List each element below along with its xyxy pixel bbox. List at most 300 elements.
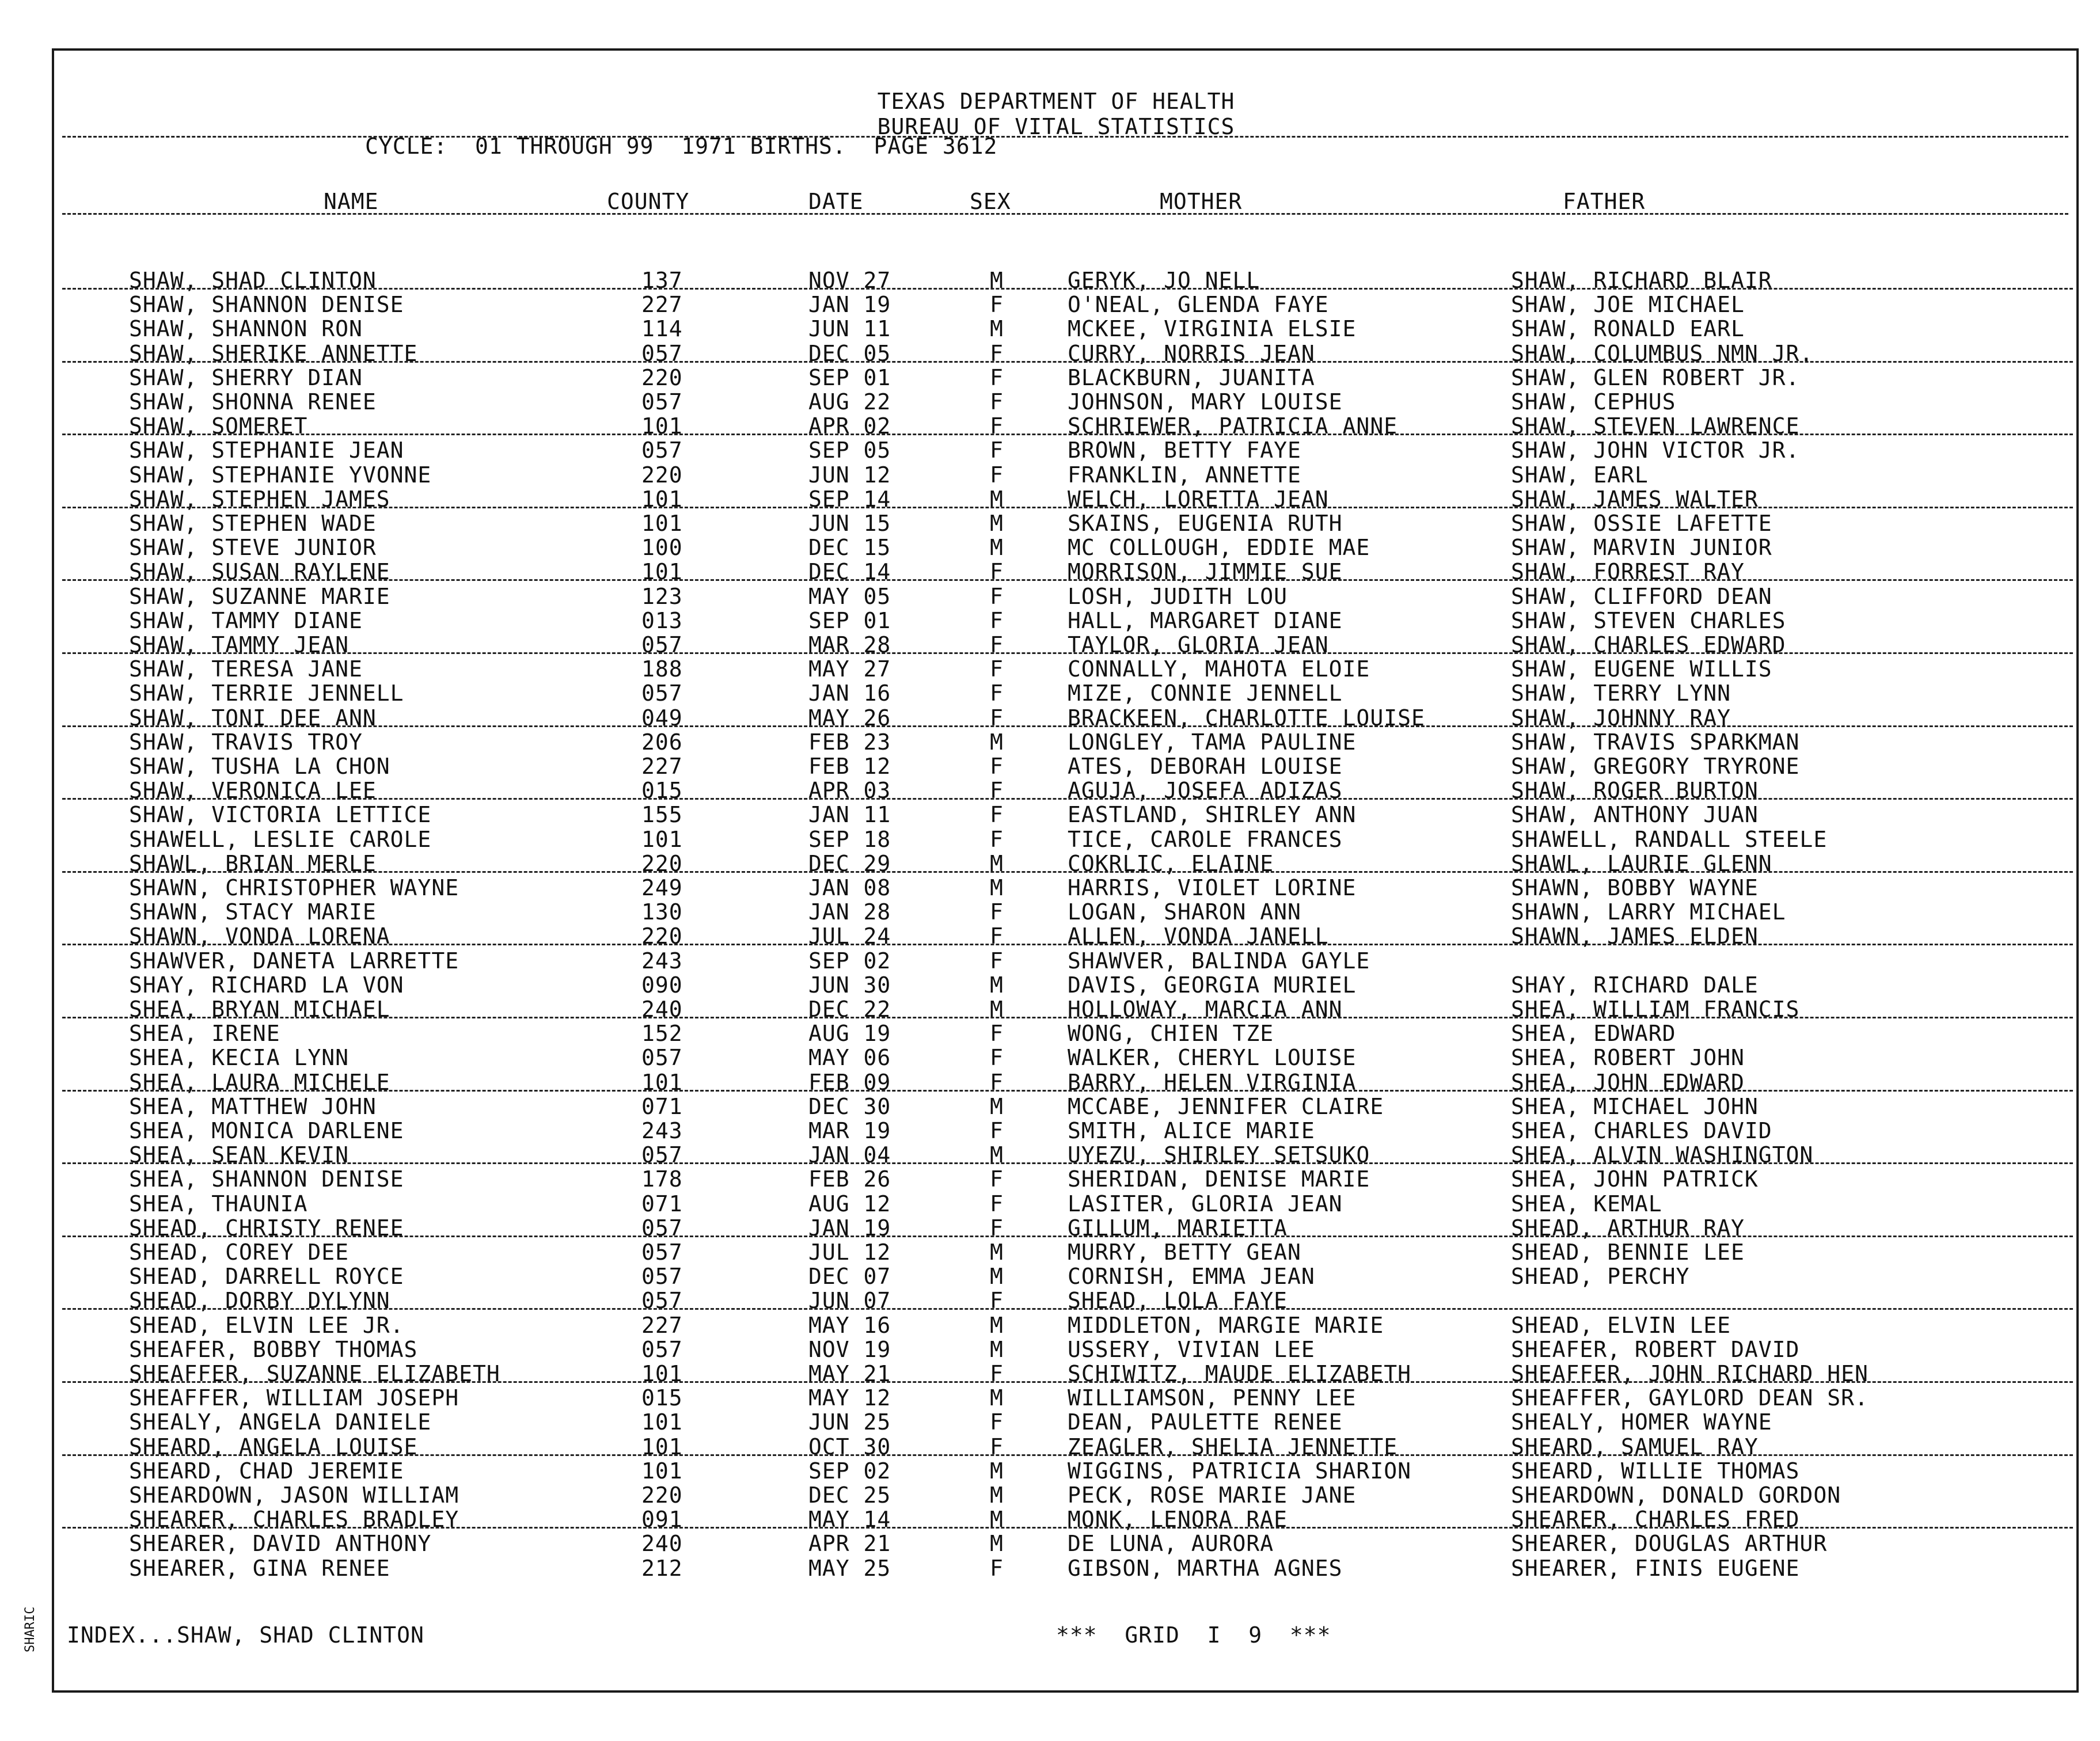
- cell-father: SHAW, GREGORY TRYRONE: [1511, 754, 1800, 779]
- cell-sex: F: [990, 607, 1004, 633]
- cell-sex: M: [990, 1240, 1004, 1265]
- cell-county: 114: [641, 316, 683, 342]
- cell-name: SHEAFFER, WILLIAM JOSEPH: [129, 1385, 460, 1411]
- table-row: [54, 900, 2081, 924]
- table-row: [54, 390, 2081, 414]
- cell-name: SHAW, SHANNON RON: [129, 316, 363, 342]
- cell-name: SHEAFER, BOBBY THOMAS: [129, 1336, 418, 1362]
- cell-date: MAY 06: [808, 1045, 891, 1071]
- cell-sex: F: [990, 948, 1004, 974]
- cell-mother: COKRLIC, ELAINE: [1068, 850, 1274, 876]
- row-group-divider: [62, 288, 2073, 290]
- cell-sex: F: [990, 438, 1004, 463]
- cell-name: SHAW, STEPHANIE JEAN: [129, 438, 404, 463]
- cell-name: SHAW, STEPHEN WADE: [129, 511, 377, 536]
- table-row: [54, 1483, 2081, 1507]
- cell-sex: M: [990, 972, 1004, 998]
- row-group-divider: [62, 871, 2073, 873]
- cell-mother: WONG, CHIEN TZE: [1068, 1021, 1274, 1047]
- cell-county: 220: [641, 923, 683, 949]
- cell-mother: JOHNSON, MARY LOUISE: [1068, 389, 1343, 415]
- cell-sex: F: [990, 1069, 1004, 1095]
- cell-county: 071: [641, 1191, 683, 1217]
- cell-county: 101: [641, 511, 683, 536]
- cell-mother: USSERY, VIVIAN LEE: [1068, 1336, 1315, 1362]
- cell-name: SHEA, BRYAN MICHAEL: [129, 997, 390, 1022]
- cell-date: NOV 19: [808, 1336, 891, 1362]
- cell-mother: LASITER, GLORIA JEAN: [1068, 1191, 1343, 1217]
- cell-mother: BROWN, BETTY FAYE: [1068, 438, 1301, 463]
- cell-father: SHAW, RICHARD BLAIR: [1511, 268, 1772, 293]
- cell-date: APR 03: [808, 778, 891, 804]
- cell-sex: M: [990, 1507, 1004, 1533]
- cell-county: 123: [641, 583, 683, 609]
- cell-county: 178: [641, 1166, 683, 1192]
- cell-name: SHAW, VICTORIA LETTICE: [129, 802, 432, 828]
- cell-sex: M: [990, 1482, 1004, 1508]
- row-group-divider: [62, 798, 2073, 800]
- cell-county: 057: [641, 1142, 683, 1168]
- cell-county: 101: [641, 413, 683, 439]
- cell-date: JAN 28: [808, 899, 891, 925]
- row-group-divider: [62, 944, 2073, 945]
- cell-date: SEP 05: [808, 438, 891, 463]
- printout-sheet: [52, 48, 2079, 1693]
- cell-name: SHAW, TUSHA LA CHON: [129, 754, 390, 779]
- cell-county: 057: [641, 1215, 683, 1241]
- cell-county: 240: [641, 997, 683, 1022]
- cell-county: 137: [641, 268, 683, 293]
- cell-father: SHAY, RICHARD DALE: [1511, 972, 1759, 998]
- table-row: [54, 827, 2081, 852]
- cell-sex: M: [990, 1531, 1004, 1557]
- cell-mother: WILLIAMSON, PENNY LEE: [1068, 1385, 1357, 1411]
- cell-father: SHAW, JAMES WALTER: [1511, 486, 1759, 512]
- cell-sex: M: [990, 1312, 1004, 1338]
- cell-sex: M: [990, 535, 1004, 561]
- cell-county: 243: [641, 1118, 683, 1143]
- cell-mother: CORNISH, EMMA JEAN: [1068, 1264, 1315, 1290]
- table-row: [54, 681, 2081, 705]
- table-row: [54, 1094, 2081, 1119]
- cell-date: JUN 12: [808, 462, 891, 488]
- row-group-divider: [62, 1162, 2073, 1164]
- cell-date: DEC 05: [808, 340, 891, 366]
- cell-name: SHAW, TAMMY DIANE: [129, 607, 363, 633]
- table-row: [54, 730, 2081, 754]
- table-row: [54, 876, 2081, 900]
- cell-name: SHAW, SHERRY DIAN: [129, 364, 363, 390]
- cell-name: SHEARD, ANGELA LOUISE: [129, 1434, 418, 1459]
- cell-sex: M: [990, 316, 1004, 342]
- cell-name: SHAW, STEVE JUNIOR: [129, 535, 377, 561]
- cell-name: SHAWN, STACY MARIE: [129, 899, 377, 925]
- cell-date: FEB 23: [808, 729, 891, 755]
- cell-date: DEC 15: [808, 535, 891, 561]
- table-row: [54, 609, 2081, 633]
- cell-name: SHEARER, GINA RENEE: [129, 1555, 390, 1581]
- cell-mother: MCKEE, VIRGINIA ELSIE: [1068, 316, 1357, 342]
- cell-sex: F: [990, 389, 1004, 415]
- cell-name: SHAW, TONI DEE ANN: [129, 705, 377, 731]
- cell-mother: BRACKEEN, CHARLOTTE LOUISE: [1068, 705, 1425, 731]
- table-row: [54, 1556, 2081, 1580]
- cell-name: SHAWL, BRIAN MERLE: [129, 850, 377, 876]
- cell-date: JAN 16: [808, 681, 891, 706]
- cell-mother: DE LUNA, AURORA: [1068, 1531, 1274, 1557]
- cell-father: SHEA, EDWARD: [1511, 1021, 1676, 1047]
- cell-mother: SKAINS, EUGENIA RUTH: [1068, 511, 1343, 536]
- cell-date: JUN 07: [808, 1288, 891, 1314]
- row-group-divider: [62, 579, 2073, 581]
- cell-father: SHAW, CHARLES EDWARD: [1511, 632, 1786, 657]
- cell-father: SHEALY, HOMER WAYNE: [1511, 1409, 1772, 1435]
- cell-date: DEC 25: [808, 1482, 891, 1508]
- cell-date: FEB 09: [808, 1069, 891, 1095]
- cell-county: 249: [641, 875, 683, 900]
- cell-sex: F: [990, 632, 1004, 657]
- cell-mother: LOSH, JUDITH LOU: [1068, 583, 1288, 609]
- cell-name: SHEARDOWN, JASON WILLIAM: [129, 1482, 460, 1508]
- cell-sex: M: [990, 729, 1004, 755]
- cell-father: SHEARER, FINIS EUGENE: [1511, 1555, 1800, 1581]
- cell-name: SHAW, SHONNA RENEE: [129, 389, 377, 415]
- row-group-divider: [62, 652, 2073, 654]
- cell-date: FEB 12: [808, 754, 891, 779]
- cell-name: SHAW, SHANNON DENISE: [129, 292, 404, 318]
- header-cycle: CYCLE: 01 THROUGH 99 1971 BIRTHS. PAGE 3612: [365, 134, 998, 159]
- cell-name: SHAW, SHERIKE ANNETTE: [129, 340, 418, 366]
- cell-name: SHEAD, DARRELL ROYCE: [129, 1264, 404, 1290]
- cell-father: SHAW, FORREST RAY: [1511, 559, 1745, 585]
- cell-mother: GERYK, JO NELL: [1068, 268, 1260, 293]
- cell-father: SHAW, MARVIN JUNIOR: [1511, 535, 1772, 561]
- cell-mother: MURRY, BETTY GEAN: [1068, 1240, 1301, 1265]
- cell-sex: M: [990, 1142, 1004, 1168]
- cell-name: SHAWN, VONDA LORENA: [129, 923, 390, 949]
- cell-name: SHEA, IRENE: [129, 1021, 280, 1047]
- cell-sex: F: [990, 1191, 1004, 1217]
- cell-county: 130: [641, 899, 683, 925]
- cell-sex: M: [990, 850, 1004, 876]
- cell-county: 015: [641, 778, 683, 804]
- cell-father: SHAWN, JAMES ELDEN: [1511, 923, 1759, 949]
- cell-name: SHAWELL, LESLIE CAROLE: [129, 826, 432, 852]
- cell-mother: WALKER, CHERYL LOUISE: [1068, 1045, 1357, 1071]
- cell-county: 243: [641, 948, 683, 974]
- cell-county: 220: [641, 462, 683, 488]
- cell-name: SHEARER, DAVID ANTHONY: [129, 1531, 432, 1557]
- cell-date: JUL 12: [808, 1240, 891, 1265]
- cell-mother: HOLLOWAY, MARCIA ANN: [1068, 997, 1343, 1022]
- cell-county: 152: [641, 1021, 683, 1047]
- cell-mother: TAYLOR, GLORIA JEAN: [1068, 632, 1329, 657]
- cell-mother: WIGGINS, PATRICIA SHARION: [1068, 1458, 1411, 1484]
- table-row: [54, 1313, 2081, 1337]
- cell-date: MAY 21: [808, 1361, 891, 1386]
- cell-county: 227: [641, 1312, 683, 1338]
- row-group-divider: [62, 434, 2073, 435]
- cell-name: SHEA, LAURA MICHELE: [129, 1069, 390, 1095]
- table-row: [54, 366, 2081, 390]
- cell-mother: ALLEN, VONDA JANELL: [1068, 923, 1329, 949]
- table-row: [54, 1531, 2081, 1556]
- cell-father: SHAW, CEPHUS: [1511, 389, 1676, 415]
- cell-mother: CONNALLY, MAHOTA ELOIE: [1068, 656, 1370, 682]
- cell-county: 227: [641, 292, 683, 318]
- cell-father: SHEAFFER, JOHN RICHARD HEN: [1511, 1361, 1869, 1386]
- cell-name: SHEA, MONICA DARLENE: [129, 1118, 404, 1143]
- cell-father: SHEA, CHARLES DAVID: [1511, 1118, 1772, 1143]
- cell-sex: F: [990, 1215, 1004, 1241]
- cell-county: 057: [641, 1288, 683, 1314]
- cell-mother: WELCH, LORETTA JEAN: [1068, 486, 1329, 512]
- cell-county: 101: [641, 1409, 683, 1435]
- cell-name: SHEA, THAUNIA: [129, 1191, 308, 1217]
- cell-mother: SMITH, ALICE MARIE: [1068, 1118, 1315, 1143]
- cell-county: 057: [641, 681, 683, 706]
- cell-name: SHEAD, ELVIN LEE JR.: [129, 1312, 404, 1338]
- cell-date: MAR 28: [808, 632, 891, 657]
- cell-mother: SHERIDAN, DENISE MARIE: [1068, 1166, 1370, 1192]
- cell-date: SEP 01: [808, 607, 891, 633]
- cell-father: SHAW, EUGENE WILLIS: [1511, 656, 1772, 682]
- table-row: [54, 584, 2081, 609]
- cell-county: 240: [641, 1531, 683, 1557]
- cell-father: SHEA, ALVIN WASHINGTON: [1511, 1142, 1814, 1168]
- cell-name: SHEAD, COREY DEE: [129, 1240, 350, 1265]
- cell-name: SHAW, STEPHANIE YVONNE: [129, 462, 432, 488]
- records-table: [54, 51, 2081, 1695]
- cell-county: 220: [641, 850, 683, 876]
- cell-county: 101: [641, 559, 683, 585]
- cell-sex: F: [990, 923, 1004, 949]
- cell-father: SHAW, STEVEN CHARLES: [1511, 607, 1786, 633]
- cell-mother: HARRIS, VIOLET LORINE: [1068, 875, 1357, 900]
- cell-name: SHAW, SUSAN RAYLENE: [129, 559, 390, 585]
- cell-county: 220: [641, 1482, 683, 1508]
- cell-sex: F: [990, 1361, 1004, 1386]
- cell-sex: M: [990, 1336, 1004, 1362]
- cell-date: APR 02: [808, 413, 891, 439]
- cell-mother: BARRY, HELEN VIRGINIA: [1068, 1069, 1357, 1095]
- cell-sex: F: [990, 1021, 1004, 1047]
- cell-mother: DEAN, PAULETTE RENEE: [1068, 1409, 1343, 1435]
- cell-father: SHAW, GLEN ROBERT JR.: [1511, 364, 1800, 390]
- cell-sex: F: [990, 462, 1004, 488]
- cell-county: 212: [641, 1555, 683, 1581]
- cell-date: DEC 22: [808, 997, 891, 1022]
- table-row: [54, 973, 2081, 997]
- header-bureau: BUREAU OF VITAL STATISTICS: [877, 114, 1235, 139]
- cell-sex: F: [990, 1045, 1004, 1071]
- cell-father: SHAW, COLUMBUS NMN JR.: [1511, 340, 1814, 366]
- cell-father: SHAW, TERRY LYNN: [1511, 681, 1731, 706]
- cell-date: MAY 16: [808, 1312, 891, 1338]
- cell-sex: F: [990, 656, 1004, 682]
- cell-father: SHAW, JOE MICHAEL: [1511, 292, 1745, 318]
- cell-sex: F: [990, 340, 1004, 366]
- cell-father: SHEARD, SAMUEL RAY: [1511, 1434, 1759, 1459]
- cell-sex: F: [990, 1409, 1004, 1435]
- footer-grid: *** GRID I 9 ***: [1056, 1622, 1331, 1648]
- cell-sex: F: [990, 899, 1004, 925]
- cell-name: SHEAFFER, SUZANNE ELIZABETH: [129, 1361, 500, 1386]
- cell-sex: M: [990, 1093, 1004, 1119]
- cell-father: SHAWL, LAURIE GLENN: [1511, 850, 1772, 876]
- cell-sex: F: [990, 583, 1004, 609]
- cell-name: SHAW, TRAVIS TROY: [129, 729, 363, 755]
- cell-mother: GILLUM, MARIETTA: [1068, 1215, 1288, 1241]
- row-group-divider: [62, 1308, 2073, 1310]
- cell-sex: M: [990, 997, 1004, 1022]
- side-label: SHARIC: [23, 1606, 37, 1652]
- table-row: [54, 317, 2081, 341]
- cell-date: JUN 30: [808, 972, 891, 998]
- table-row: [54, 657, 2081, 681]
- cell-date: AUG 19: [808, 1021, 891, 1047]
- cell-father: SHEARER, CHARLES FRED: [1511, 1507, 1800, 1533]
- cell-county: 057: [641, 340, 683, 366]
- cell-sex: F: [990, 559, 1004, 585]
- cell-date: JAN 19: [808, 1215, 891, 1241]
- row-group-divider: [62, 1527, 2073, 1529]
- cell-father: SHEA, ROBERT JOHN: [1511, 1045, 1745, 1071]
- cell-date: MAR 19: [808, 1118, 891, 1143]
- cell-father: SHAW, EARL: [1511, 462, 1649, 488]
- cell-mother: MCCABE, JENNIFER CLAIRE: [1068, 1093, 1384, 1119]
- cell-date: SEP 18: [808, 826, 891, 852]
- cell-father: SHEAD, ARTHUR RAY: [1511, 1215, 1745, 1241]
- cell-sex: M: [990, 486, 1004, 512]
- cell-county: 057: [641, 438, 683, 463]
- cell-date: MAY 05: [808, 583, 891, 609]
- cell-father: SHEA, JOHN EDWARD: [1511, 1069, 1745, 1095]
- cell-date: MAY 26: [808, 705, 891, 731]
- cell-mother: SHEAD, LOLA FAYE: [1068, 1288, 1288, 1314]
- cell-date: AUG 22: [808, 389, 891, 415]
- column-header-father: FATHER: [1563, 189, 1646, 214]
- cell-county: 100: [641, 535, 683, 561]
- cell-date: APR 21: [808, 1531, 891, 1557]
- cell-father: SHAW, RONALD EARL: [1511, 316, 1745, 342]
- cell-sex: M: [990, 268, 1004, 293]
- cell-mother: UYEZU, SHIRLEY SETSUKO: [1068, 1142, 1370, 1168]
- cell-father: SHEA, KEMAL: [1511, 1191, 1662, 1217]
- cell-father: SHEA, MICHAEL JOHN: [1511, 1093, 1759, 1119]
- cell-date: MAY 14: [808, 1507, 891, 1533]
- cell-mother: PECK, ROSE MARIE JANE: [1068, 1482, 1357, 1508]
- cell-mother: FRANKLIN, ANNETTE: [1068, 462, 1301, 488]
- cell-date: OCT 30: [808, 1434, 891, 1459]
- table-row: [54, 1119, 2081, 1143]
- table-row: [54, 949, 2081, 973]
- cell-name: SHAW, SUZANNE MARIE: [129, 583, 390, 609]
- cell-sex: F: [990, 1434, 1004, 1459]
- cell-county: 101: [641, 486, 683, 512]
- cell-mother: LONGLEY, TAMA PAULINE: [1068, 729, 1357, 755]
- row-group-divider: [62, 507, 2073, 508]
- table-row: [54, 1192, 2081, 1216]
- cell-county: 013: [641, 607, 683, 633]
- cell-sex: F: [990, 802, 1004, 828]
- table-row: [54, 535, 2081, 560]
- cell-father: SHAW, JOHNNY RAY: [1511, 705, 1731, 731]
- cell-date: MAY 27: [808, 656, 891, 682]
- cell-father: SHAW, STEVEN LAWRENCE: [1511, 413, 1800, 439]
- cell-mother: CURRY, NORRIS JEAN: [1068, 340, 1315, 366]
- cell-county: 101: [641, 1069, 683, 1095]
- cell-county: 015: [641, 1385, 683, 1411]
- cell-date: JUN 25: [808, 1409, 891, 1435]
- cell-date: JAN 19: [808, 292, 891, 318]
- cell-mother: SCHRIEWER, PATRICIA ANNE: [1068, 413, 1398, 439]
- cell-sex: F: [990, 364, 1004, 390]
- cell-father: SHEAD, PERCHY: [1511, 1264, 1690, 1290]
- cell-mother: MORRISON, JIMMIE SUE: [1068, 559, 1343, 585]
- column-header-sex: SEX: [970, 189, 1011, 214]
- cell-county: 071: [641, 1093, 683, 1119]
- cell-sex: M: [990, 1458, 1004, 1484]
- cell-sex: F: [990, 292, 1004, 318]
- row-group-divider: [62, 725, 2073, 727]
- table-row: [54, 1021, 2081, 1046]
- header-department: TEXAS DEPARTMENT OF HEALTH: [877, 89, 1235, 114]
- cell-mother: DAVIS, GEORGIA MURIEL: [1068, 972, 1357, 998]
- table-row: [54, 803, 2081, 827]
- cell-date: SEP 02: [808, 948, 891, 974]
- cell-mother: GIBSON, MARTHA AGNES: [1068, 1555, 1343, 1581]
- cell-county: 057: [641, 1336, 683, 1362]
- cell-sex: F: [990, 1555, 1004, 1581]
- row-group-divider: [62, 1381, 2073, 1383]
- cell-sex: F: [990, 754, 1004, 779]
- cell-mother: SHAWVER, BALINDA GAYLE: [1068, 948, 1370, 974]
- row-group-divider: [62, 1090, 2073, 1092]
- cell-name: SHAY, RICHARD LA VON: [129, 972, 404, 998]
- cell-county: 101: [641, 826, 683, 852]
- table-row: [54, 463, 2081, 487]
- cell-date: MAY 25: [808, 1555, 891, 1581]
- cell-name: SHEALY, ANGELA DANIELE: [129, 1409, 432, 1435]
- cell-father: SHEA, WILLIAM FRANCIS: [1511, 997, 1800, 1022]
- cell-name: SHEAD, DORBY DYLYNN: [129, 1288, 390, 1314]
- cell-father: SHEAD, BENNIE LEE: [1511, 1240, 1745, 1265]
- cell-date: SEP 01: [808, 364, 891, 390]
- cell-county: 091: [641, 1507, 683, 1533]
- cell-father: SHEARDOWN, DONALD GORDON: [1511, 1482, 1841, 1508]
- cell-county: 057: [641, 389, 683, 415]
- cell-date: DEC 07: [808, 1264, 891, 1290]
- cell-name: SHAW, SOMERET: [129, 413, 308, 439]
- cell-county: 227: [641, 754, 683, 779]
- cell-father: SHAW, ANTHONY JUAN: [1511, 802, 1759, 828]
- cell-county: 101: [641, 1458, 683, 1484]
- cell-father: SHAWELL, RANDALL STEELE: [1511, 826, 1828, 852]
- cell-name: SHAW, TERRIE JENNELL: [129, 681, 404, 706]
- cell-county: 090: [641, 972, 683, 998]
- cell-mother: AGUJA, JOSEFA ADIZAS: [1068, 778, 1343, 804]
- cell-mother: MC COLLOUGH, EDDIE MAE: [1068, 535, 1370, 561]
- cell-father: SHEAFFER, GAYLORD DEAN SR.: [1511, 1385, 1869, 1411]
- cell-county: 188: [641, 656, 683, 682]
- cell-name: SHAW, STEPHEN JAMES: [129, 486, 390, 512]
- cell-mother: O'NEAL, GLENDA FAYE: [1068, 292, 1329, 318]
- cell-father: SHAW, TRAVIS SPARKMAN: [1511, 729, 1800, 755]
- column-header-county: COUNTY: [607, 189, 690, 214]
- cell-county: 155: [641, 802, 683, 828]
- cell-county: 049: [641, 705, 683, 731]
